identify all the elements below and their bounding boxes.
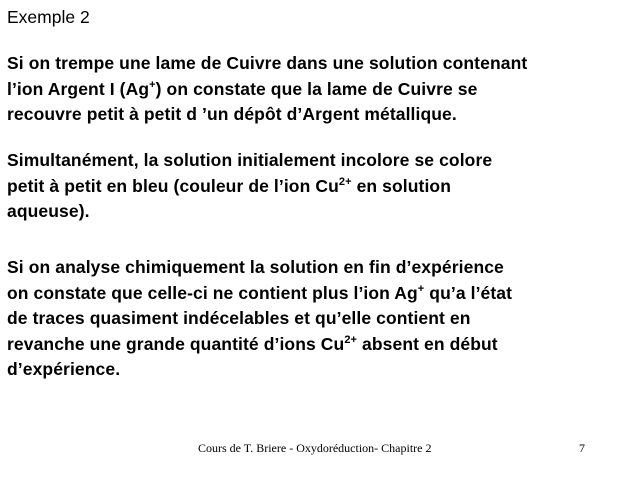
paragraph3-line2-end: qu’a l’état xyxy=(424,282,513,303)
paragraph2-line1: Simultanément, la solution initialement incolore se colore xyxy=(7,150,493,170)
paragraph3-line1: Si on analyse chimiquement la solution en fin d’expérience xyxy=(7,257,504,277)
page-number: 7 xyxy=(579,441,585,455)
paragraph3-line2-start: on constate que celle-ci ne contient plus l’ion Ag xyxy=(7,282,418,303)
paragraph1-line3: recouvre petit à petit d ’un dépôt d’Argent métallique. xyxy=(7,104,457,124)
paragraph3-line2 xyxy=(7,281,512,307)
paragraph1-line1: Si on trempe une lame de Cuivre dans une solution contenant xyxy=(7,53,528,73)
silver-ion-charge: + xyxy=(149,78,156,91)
paragraph1-line2 xyxy=(7,77,527,103)
paragraph-solution-color xyxy=(7,148,492,225)
paragraph3-line4-start: revanche une grande quantité d’ions Cu xyxy=(7,333,345,354)
slide-title: Exemple 2 xyxy=(7,7,90,27)
paragraph-chemical-analysis xyxy=(7,255,512,383)
copper-ion-charge: 2+ xyxy=(344,333,358,346)
paragraph3-line5: d’expérience. xyxy=(7,359,121,379)
slide-footer: Cours de T. Briere - Oxydoréduction- Chapitre 2 xyxy=(198,441,432,455)
paragraph2-line2-end: en solution xyxy=(351,175,451,196)
paragraph2-line2-start: petit à petit en bleu (couleur de l’ion Cu xyxy=(7,175,339,196)
paragraph2-line2 xyxy=(7,174,492,200)
paragraph-copper-immersion xyxy=(7,51,527,128)
paragraph3-line3: de traces quasiment indécelables et qu’elle contient en xyxy=(7,308,471,328)
copper-ion-charge: 2+ xyxy=(338,175,352,188)
paragraph1-line2-end: ) on constate que la lame de Cuivre se xyxy=(155,78,478,99)
paragraph1-line2-start: l’ion Argent I (Ag xyxy=(7,78,150,99)
paragraph2-line3: aqueuse). xyxy=(7,201,90,221)
paragraph3-line4-end: absent en début xyxy=(357,333,498,354)
silver-ion-charge: + xyxy=(417,282,425,295)
paragraph3-line4 xyxy=(7,332,512,358)
